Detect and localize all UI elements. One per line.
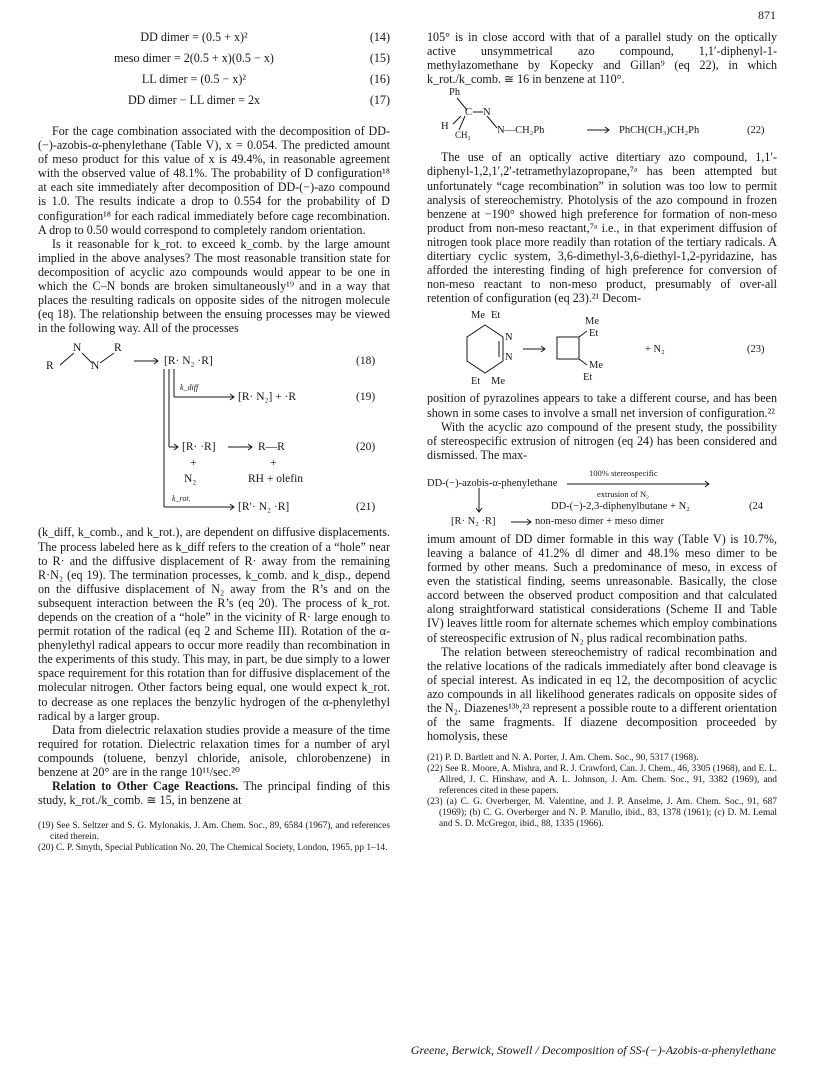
- nitrogen-product: + N₂: [645, 344, 665, 356]
- footnotes: [38, 821, 390, 854]
- arrow-condition-label: extrusion of N₂: [597, 488, 650, 499]
- paragraph-text: The principal finding of this study, k_rot./k_comb. ≅ 15, in benzene at: [38, 779, 390, 808]
- paragraph: imum amount of DD dimer formable in this way (Table V) is 10.7%, leaving a balance of 41.2% dl dimer and 48.1% meso dimer to be formed by other means. Such a predominance of meso, in excess of even the statistical finding, seems unreasonable. Basically, the close accord between the observed product composition and that calculated along straightforward statistical considerations (Scheme II and Table IV) leaves little room for alternate schemes which employ combinations of stereospecific extrusion of N₂ plus radical recombination paths.: [427, 531, 777, 645]
- cage-21: [R′· N₂ ·R]: [238, 501, 290, 514]
- footnotes: [427, 753, 777, 830]
- methyl-label: CH₃: [455, 130, 471, 141]
- footnote: (22) See R. Moore, A. Mishra, and R. J. Crawford, Can. J. Chem., 46, 3305 (1968), and E. L. Allred, J. C. Hinshaw, and A. L. Johnson, J. Am. Chem. Soc., 91, 3382 (1969), and references cited in these papers.: [427, 764, 777, 797]
- plus-sign: +: [270, 457, 277, 470]
- equation-number: (16): [369, 72, 390, 86]
- phenyl-label: Ph: [449, 87, 461, 99]
- equation-number: (14): [369, 30, 390, 44]
- equation-24: [427, 462, 777, 532]
- footnote: (23) (a) C. G. Overberger, M. Valentine, and J. P. Anselme, J. Am. Chem. Soc., 91, 687 (1969); (b) C. G. Overberger and N. P. Marullo, ibid., 83, 1378 (1961); (c) D. M. Lemal and S. D. McGregor, ibid., 88, 1335 (1966).: [427, 797, 777, 830]
- cage-19: [R· N₂] + ·R: [238, 391, 297, 404]
- product-label: PhCH(CH₃)CH₂Ph: [619, 125, 700, 137]
- left-column: [38, 30, 390, 854]
- section-run-in-heading: Relation to Other Cage Reactions.: [52, 779, 239, 794]
- hydrogen-label: H: [441, 121, 449, 133]
- carbon-label: C: [465, 107, 473, 119]
- paragraph: With the acyclic azo compound of the present study, the possibility of stereospecific extrusion of nitrogen (eq 24) has been considered and dismissed. The max-: [427, 419, 777, 462]
- equation-expression: DD dimer − LL dimer = 2x: [127, 93, 261, 107]
- cage-18: [R· N₂ ·R]: [164, 355, 213, 368]
- eq22-structure: [427, 86, 777, 150]
- paragraph: The use of an optically active ditertiary azo compound, 1,1′-diphenyl-1,2,1′,2′-tetramethylazopropane,⁷ᵃ has been attempted but unfortunately “cage recombination” in solution was too low to permit analysis of stereochemistry. Photolysis of the azo compound in frozen benzene at −190° showed high preference for formation of non-meso product from non-meso reactant,⁷ᵃ i.e., in that experiment diffusion of nitrogen took place more readily than rotation of the tertiary radicals. A ditertiary cyclic system, 3,6-dimethyl-3,6-diethyl-1,2-pyridazine, has afforded the interesting finding of high preference for conversion of non-meso reactant to non-meso product, presumably of over-all retention of configuration (eq 23).²¹ Decom-: [427, 150, 777, 306]
- paragraph: (k_diff, k_comb., and k_rot.), are dependent on diffusive displacements. The process labeled here as k_diff refers to the creation of a “hole” near to R· and the diffusive displacement of R· away from the remaining R·N₂ (eq 19). The termination processes, k_comb. and k_disp., depend on the diffusive displacement of N₂ away from the R’s and on the subsequent interaction between the R’s (eq 20). The process of k_rot. depends on the creation of a “hole” in the vicinity of R· large enough to permit rotation of the radical (eq 2 and Scheme III). Rotation of the α-phenylethyl radical appears to occur more readily than recombination in the experiments of this study. This may, in part, be due simply to a lower space requirement for this rotation than for diffusive displacement of the molecular nitrogen. Other factors being equal, one would expect k_rot. to decrease as one replaces the benzylic hydrogen of the α-phenylethyl radical by a larger group.: [38, 525, 390, 723]
- reaction-scheme: [38, 335, 390, 575]
- r-left-label: R: [46, 360, 54, 373]
- methyl-label: Me: [491, 376, 505, 388]
- plus-sign: +: [190, 457, 197, 470]
- benzyl-azo-label: N—CH₂Ph: [497, 125, 545, 137]
- running-footer: Greene, Berwick, Stowell / Decomposition of SS-(−)-Azobis-α-phenylethane: [410, 1043, 776, 1057]
- paragraph: 105° is in close accord with that of a parallel study on the optically active unsymmetrical azo compound, 1,1′-diphenyl-1-methylazomethane by Kopecky and Gillan⁹ (eq 22), in which k_rot./k_comb. ≅ 16 in benzene at 110°.: [427, 30, 777, 87]
- equation-expression: LL dimer = (0.5 − x)²: [141, 72, 247, 86]
- r-right-label: R: [114, 342, 122, 355]
- cage-label: [R· N₂ ·R]: [451, 515, 496, 527]
- paragraph: [38, 779, 390, 807]
- equation-number: (19): [356, 391, 376, 404]
- methyl-label: Me: [589, 360, 603, 372]
- reactant-label: DD-(−)-azobis-α-phenylethane: [427, 477, 558, 489]
- ethyl-label: Et: [589, 328, 599, 340]
- equation-23: [427, 309, 777, 391]
- nitrogen-label: N: [505, 332, 513, 344]
- equation-number: (24: [749, 500, 763, 512]
- cage-products-label: non-meso dimer + meso dimer: [535, 515, 664, 527]
- equation-22: [427, 86, 777, 150]
- nitrogen-label: N: [483, 107, 491, 119]
- methyl-label: Me: [585, 316, 599, 328]
- equation-number: (15): [369, 51, 390, 65]
- footnote: (21) P. D. Bartlett and N. A. Porter, J. Am. Chem. Soc., 90, 5317 (1968).: [427, 753, 699, 764]
- equation-16: [38, 72, 390, 93]
- product-20b: RH + olefin: [248, 473, 304, 486]
- kdiff-label: k_diff: [180, 383, 199, 393]
- paragraph: The relation between stereochemistry of radical recombination and the relative locations of the radicals immediately after bond cleavage is of special interest. As indicated in eq 12, the decomposition of acyclic azo compounds in all likelihood generates radicals on opposite sides of the N₂. Diazenes¹³ᵇ,²³ represent a possible route to a different orientation of the same fragments. If diazene decomposition proceeded by homolysis, these: [427, 644, 777, 744]
- equation-number: (21): [356, 501, 376, 514]
- paragraph: Is it reasonable for k_rot. to exceed k_comb. by the large amount implied in the above analyses? The most reasonable transition state for decomposition of acyclic azo compounds would appear to be one in which the C–N bonds are broken simultaneously¹⁹ and in a way that places the resulting radicals on opposite sides of the nitrogen molecule (eq 18). The relationship between the ensuing processes may be viewed in the following way. All of the processes: [38, 236, 390, 336]
- equation-expression: DD dimer = (0.5 + x)²: [140, 30, 248, 44]
- footnote: (20) C. P. Smyth, Special Publication No. 20, The Chemical Society, London, 1965, pp 1–14.: [38, 843, 388, 854]
- n2-label: N: [91, 360, 100, 373]
- equation-14: [38, 30, 390, 51]
- ethyl-label: Et: [471, 376, 481, 388]
- n1-label: N: [73, 342, 82, 355]
- paragraph: For the cage combination associated with the decomposition of DD-(−)-azobis-α-phenylethane (Table V), x = 0.054. The predicted amount of meso product for this value of x is 49.4%, in reasonable agreement with the observed value of 48.1%. The probability of D configuration¹⁸ at each site immediately after decomposition of DD-(−)-azo compound is 1.0. The results indicate a drop to 0.554 for the probability of D configuration¹⁸ for each radical immediately before cage recombination. A drop to 0.50 would correspond to completely random orientation.: [38, 124, 390, 237]
- arrow-condition-label: 100% stereospecific: [589, 467, 658, 478]
- equation-number: (20): [356, 441, 376, 454]
- equation-number: (23): [747, 344, 765, 356]
- equation-number: (17): [369, 93, 390, 107]
- paragraph: position of pyrazolines appears to take a different course, and has been shown in some cases to involve a small net inversion of configuration.²²: [427, 391, 777, 420]
- right-column: [427, 30, 777, 830]
- equation-15: [38, 51, 390, 72]
- footnote: (19) See S. Seltzer and S. G. Mylonakis, J. Am. Chem. Soc., 89, 6584 (1967), and references cited therein.: [38, 821, 390, 843]
- equation-17: [38, 93, 390, 114]
- nitrogen-product: N₂: [184, 473, 197, 486]
- page-number: 871: [758, 8, 776, 22]
- product-20a: R—R: [258, 441, 285, 454]
- product-label: DD-(−)-2,3-diphenylbutane + N₂: [551, 500, 690, 512]
- equation-number: (22): [747, 125, 765, 137]
- ethyl-label: Et: [491, 310, 501, 322]
- nitrogen-label: N: [505, 352, 513, 364]
- equation-expression: meso dimer = 2(0.5 + x)(0.5 − x): [114, 51, 274, 65]
- methyl-label: Me: [471, 310, 485, 322]
- ethyl-label: Et: [583, 372, 593, 384]
- paragraph: Data from dielectric relaxation studies provide a measure of the time required for rotation. Dielectric relaxation times for a number of aryl compounds (toluene, benzyl chloride, anisole, chlorobenzene) in benzene at 20° are in the range 10¹¹/sec.²⁰: [38, 722, 390, 779]
- equation-number: (18): [356, 355, 376, 368]
- cage-20: [R· ·R]: [182, 441, 216, 454]
- krot-label: k_rot.: [172, 494, 191, 504]
